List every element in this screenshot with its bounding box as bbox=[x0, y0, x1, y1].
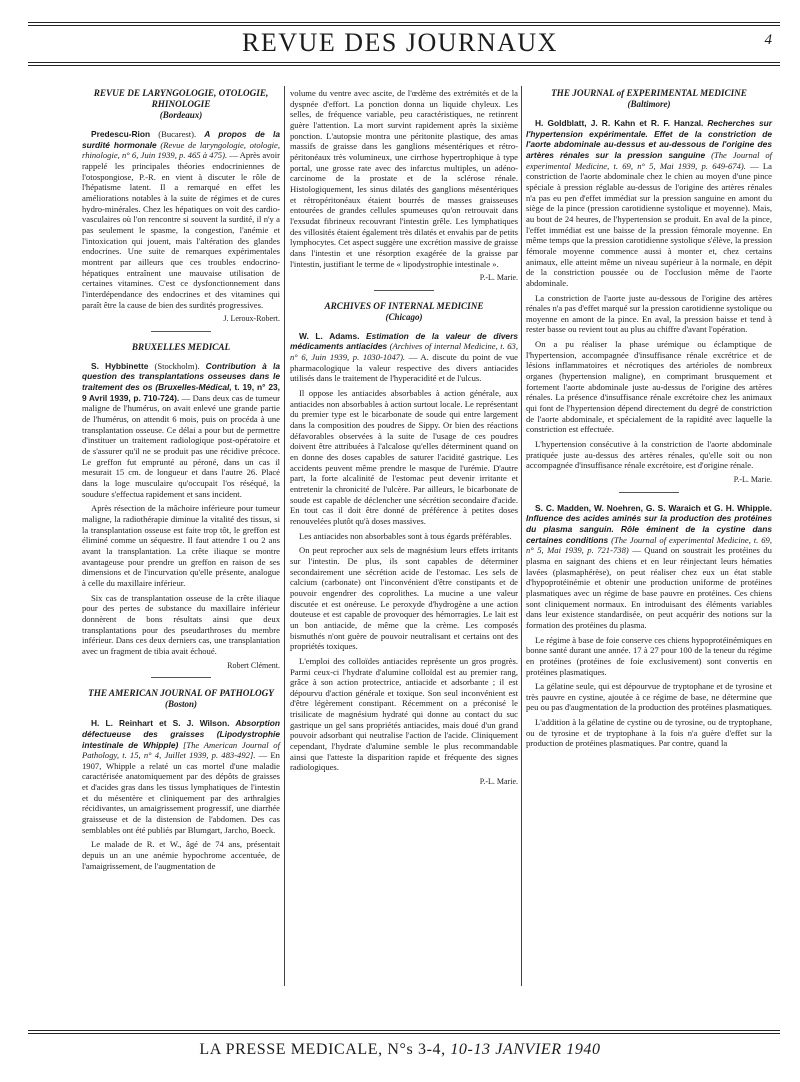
header-rule-top bbox=[28, 22, 780, 23]
article-paragraph: Le malade de R. et W., âgé de 74 ans, présentait depuis un an une anémie hypochrome accentuée, de l'amaigrissement, de l'augmentation de bbox=[82, 839, 280, 871]
header-rule-bottom-2 bbox=[28, 65, 780, 66]
separator bbox=[374, 290, 434, 291]
article-reference: (The Journal of experimental Medicine, t. 69, n° 5, Mai 1939, p. 649-674). bbox=[526, 149, 773, 171]
article-reference: [The American Journal of Pathology, t. 15, n° 4, Juillet 1939, p. 483-492]. bbox=[82, 739, 280, 761]
page-header-title: REVUE DES JOURNAUX bbox=[242, 28, 558, 57]
article-reference: (Archives of internal Medicine, t. 63, n° 6, Juin 1939, p. 1030-1047). bbox=[290, 341, 519, 363]
separator bbox=[151, 331, 211, 332]
signature: J. Leroux-Robert. bbox=[223, 314, 280, 324]
article-adams bbox=[290, 331, 518, 384]
separator bbox=[619, 492, 679, 493]
article-paragraph: L'hypertension consécutive à la constriction de l'aorte abdominale pratiquée juste au-dessus des artères rénales, qu'elle soit ou non accompagnée d'insuffisance rénale excrétoire, est d'origine rénale. bbox=[526, 439, 772, 471]
article-location: (Stockholm). bbox=[154, 360, 200, 371]
article-body: — La constriction de l'aorte abdominale chez le chien au moyen d'une pince spéciale à pression réglable au-dessus de l'origine des artères rénales n'a pas eu pen d'effet immédiat sur la pression sanguine en amont du siège de la pince (pression carotidienne systolique et moyenne). Mais, au bout de 24 heures, de l'hypertension se produit. En aval de la pince, l'effet immédiat est une baisse de la pression fémorale moyenne. En même temps que la pression carotidienne systolique s'élève, la pression fémorale moyenne commence aussi à monter et, chez certains animaux, elle atteint même un niveau supérieur à la normale, en dépit de la constriction poussée ou de l'occlusion même de l'aorte abdominale. bbox=[526, 160, 772, 288]
article-reference: (The Journal of experimental Medicine, t. 69, n° 5, Mai 1939, p. 721-738) bbox=[526, 534, 772, 556]
header-rule-top-2 bbox=[28, 25, 780, 26]
section-city-chicago: (Chicago) bbox=[385, 311, 423, 322]
article-paragraph: La constriction de l'aorte juste au-dessous de l'origine des artères rénales n'a pas d'effet marqué sur la pression carotidienne systolique ou moyenne en amont de la pince. En aval, la pression baisse et tend à rester basse ou revient tout au plus au chiffre d'avant l'opération. bbox=[526, 292, 772, 335]
signature: P.-L. Marie. bbox=[479, 777, 518, 787]
section-title-laryngologie: REVUE DE LARYNGOLOGIE, OTOLOGIE, RHINOLOGIE bbox=[93, 88, 269, 109]
article-author: S. Hybbinette bbox=[91, 360, 149, 371]
separator bbox=[151, 677, 211, 678]
footer-issue: N°s 3-4, bbox=[387, 1041, 446, 1058]
article-paragraph: Le régime à base de foie conserve ces chiens hypoprotéinémiques en bonne santé durant une année. 17 à 27 pour 100 de la teneur du régime en protéines (protéines de foie exclusivement) sont convertis en protéines plasmatiques. bbox=[526, 634, 772, 677]
signature: Robert Clément. bbox=[227, 660, 280, 670]
article-paragraph: La gélatine seule, qui est dépourvue de tryptophane et de tyrosine et très pauvre en cystine, ajoutée à ce régime de base, ne détermine que peu ou pas d'augmentation de la production des protéines plasmatiques. bbox=[526, 681, 772, 713]
article-paragraph: volume du ventre avec ascite, de l'œdème des extrémités et de la dyspnée d'effort. La ponction donna un liquide chyleux. Les selles, de fréquence variable, peu caractéristiques, ne retinrent guère l'attention. La mort survint rapidement après la sixième ponction. L'autopsie montra une péritonite plastique, des amas massifs de graisse dans les ganglions mésentériques et rétro-péritonéaux très volumineux, une cirrhose hypertrophique à type portal, une grosse rate avec des infarctus multiples, un adéno-carcinome de la prostate et de la sclérose rénale. Histologiquement, les sinus dilatés des ganglions mésentériques et rétropéritonéaux étaient bourrés de masses graisseuses entourées de grandes cellules spumeuses qu'on retrouvait dans l'exsudat fibrineux recouvrant l'intestin grêle. Les lymphatiques des villosités étaient également très dilatés et envahis par de petits lymphocytes. Cet aspect suggère une excrétion massive de graisse dans l'intestin et une résorption exagérée de la graisse par l'intestin, justifiant le terme de « lipodystrophie intestinale ». bbox=[290, 88, 518, 269]
article-reference: (Revue de laryngologie, otologie, rhinologie, n° 6, Juin 1939, p. 465 à 475). bbox=[82, 139, 280, 161]
article-paragraph: L'addition à la gélatine de cystine ou de tyrosine, ou de tryptophane, ou de tyrosine et de tryptophane à la fois n'a guère d'effet sur la production de protéines plasmatiques. Par contre, quand la bbox=[526, 717, 772, 749]
article-body: — En 1907, Whipple a relaté un cas mortel d'une maladie caractérisée anatomiquement par des dépôts de graisses et d'acides gras dans les tissus lymphatiques de l'intestin et du mésentère et cliniquement par des arthralgies récidivantes, un amaigrissement progressif, une diarrhée graisseuse et de la distension de l'abdomen. Des cas semblables ont été publiés par Blumgart, Jarcho, Boeck. bbox=[82, 750, 280, 835]
section-title-archives: ARCHIVES OF INTERNAL MEDICINE bbox=[324, 300, 484, 311]
signature: P.-L. Marie. bbox=[733, 475, 772, 484]
article-paragraph: L'emploi des colloïdes antiacides représente un gros progrès. Parmi ceux-ci l'hydrate d'alumine colloïdal est au premier rang, grâce à son action protectrice, antiacide et adsorbante ; il est dépourvu d'action générale et toxique. Son seul inconvénient est d'être légèrement constipant. Récemment on a préconisé le trisilicate de magnésium hydraté qui donne au contact du suc gastrique un gel sans propriétés antiacides, mais doué d'un grand pouvoir adsorbant qui neutralise l'action de l'acide. Cliniquement cependant, l'hydrate d'alumine semble le plus recommandable ainsi que l'atteste la disparition rapide et fréquente des signes radiologiques. bbox=[290, 655, 518, 773]
article-author: W. L. Adams. bbox=[299, 330, 360, 341]
article-title: Absorption défectueuse des graisses (Lipodystrophie intestinale de Whipple) bbox=[82, 718, 280, 750]
article-hybbinette bbox=[82, 361, 280, 500]
section-title-exp-medicine: THE JOURNAL of EXPERIMENTAL MEDICINE bbox=[551, 88, 747, 98]
page-footer bbox=[0, 1040, 800, 1060]
article-body: — A. discute du point de vue pharmacologique la valeur respective des divers antiacides utilisés dans le traitement de l'hyperacidité et de l'ulcus. bbox=[290, 352, 518, 384]
article-paragraph: Les antiacides non absorbables sont à tous égards préférables. bbox=[299, 530, 512, 541]
section-city-boston: (Boston) bbox=[164, 699, 197, 710]
article-author: H. L. Reinhart et S. J. Wilson. bbox=[91, 718, 230, 729]
signature: P.-L. Marie. bbox=[479, 273, 518, 283]
article-title: A propos de la surdité hormonale bbox=[82, 129, 280, 150]
section-city-bordeaux: (Bordeaux) bbox=[159, 110, 203, 120]
footer-journal: LA PRESSE MEDICALE, bbox=[199, 1041, 383, 1058]
section-title-bruxelles: BRUXELLES MEDICAL bbox=[131, 341, 231, 352]
column-divider-1 bbox=[284, 86, 285, 986]
article-paragraph: Six cas de transplantation osseuse de la crête iliaque pour des pertes de substance du maxillaire inférieur donnèrent de bons résultats ainsi que deux transplantations pour des pseudarthroses du membre inférieur. Dans ces deux derniers cas, une transplantation avec un fragment de tibia avait échoué. bbox=[82, 592, 280, 656]
article-location: (Bucarest). bbox=[158, 129, 197, 139]
article-body: — Dans deux cas de tumeur maligne de l'humérus, on avait enlevé une grande partie de l'humérus, on attendit 6 mois, puis on procéda à une transplantation osseuse. Ce délai a pour but de permettre d'instituer un traitement radiologique post-opératoire et de s'assurer qu'il ne se produit pas une récidive précoce. Le greffon fut emprunté au péroné, dans un cas il mesurait 15 cm. de longueur et dans l'autre 26. Placé dans la loge musculaire qu'occupait l'os réséqué, la soudure s'effectua rapidement et sans incident. bbox=[82, 392, 280, 499]
article-predescu bbox=[82, 129, 280, 310]
article-paragraph: On a pu réaliser la phase urémique ou éclamptique de l'hypertension, accompagnée d'insuffisance rénale excrétrice et de lésions inflammatoires et nécrotiques des artérioles de nombreux organes (hypertension maligne), en comprimant brusquement et fortement l'aorte abdominale juste au-dessus de l'origine des artères rénales. La présence d'insuffisance rénale excrétoire chez les animaux qui font de l'hypertension dépend directement du degré de constriction de l'aorte abdominale, et spécialement de la rapidité avec laquelle la constriction est effectuée. bbox=[526, 339, 772, 435]
article-paragraph: Après résection de la mâchoire inférieure pour tumeur maligne, la radiothérapie diminue la vitalité des tissus, si la transplantation osseuse est faite trop tôt, le greffon est éliminé comme un séquestre. Il faut attendre 1 ou 2 ans avant la transplantation. La crête iliaque se montre avantageuse pour prendre un greffon en raison de ses dimensions et de l'incurvation qu'elle présente, analogue à celle du maxillaire inférieur. bbox=[82, 503, 280, 588]
page-number: 4 bbox=[764, 32, 772, 48]
column-divider-2 bbox=[521, 86, 522, 986]
section-title-pathology: THE AMERICAN JOURNAL OF PATHOLOGY bbox=[88, 688, 274, 699]
article-body: — Quand on soustrait les protéines du plasma en saignant des chiens et en leur réinjectant leurs hématies lavées (plasmaphérèse), on peut réaliser chez eux un état stable d'hypoprotéinémie et obtenir une production uniforme de protéines plasmatiques avec un régime de base pauvre en protéines. Ces chiens sont cliniquement normaux. En introduisant des éléments variables dans leur existence standardisée, on peut acquérir des notions sur la formation des protéines du plasma. bbox=[526, 545, 772, 630]
column-1 bbox=[82, 88, 280, 875]
footer-rule bbox=[28, 1030, 780, 1031]
article-goldblatt bbox=[526, 118, 772, 289]
footer-date: 10-13 JANVIER 1940 bbox=[450, 1041, 601, 1058]
article-author: H. Goldblatt, J. R. Kahn et R. F. Hanzal. bbox=[535, 118, 704, 128]
article-madden bbox=[526, 503, 772, 631]
article-body: — Après avoir rappelé les principales théories endocriniennes de l'otospongiose, P.-R. en vient à discuter le rôle de l'hépatisme latent. Il a remarqué en effet les améliorations notables à la suite de régimes et de cures hydro-minérales. Chez les hépatiques on voit des cardio-vasculaires où l'on rencontre si souvent la surdité, il n'y a pas seulement le spasme, la congestion, l'anémie et l'intoxication qui jouent, mais l'altération des glandes endocrines. Une suite de remarques expérimentales montrent par ailleurs que ces troubles endocrino-hépatiques entraînent une mauvaise utilisation de certaines vitamines. C'est ce dysfonctionnement dans l'interdépendance des endocrines et des vitamines qui paraît être la cause de bien des surdités progressives. bbox=[82, 150, 280, 310]
article-title: Recherches sur l'hypertension expérimentale. Effet de la constriction de l'aorte abdominale au-dessus et au-dessous de l'origine des artères rénales sur la pression sanguine bbox=[526, 118, 772, 160]
article-reinhart bbox=[82, 718, 280, 835]
column-2 bbox=[290, 88, 518, 792]
header-rule-bottom bbox=[28, 62, 780, 63]
article-reference: t. 19, n° 23, 9 Avril 1939, p. 710-724). bbox=[82, 382, 280, 403]
column-3 bbox=[526, 88, 772, 753]
section-city-baltimore: (Baltimore) bbox=[627, 99, 671, 109]
article-title: Influence des acides aminés sur la production des protéines du plasma sanguin. Rôle éminent de la cystine dans certaines conditions bbox=[526, 513, 772, 545]
article-author: S. C. Madden, W. Noehren, G. S. Waraich et G. H. Whipple. bbox=[535, 502, 772, 513]
article-title: Contribution à la question des transplantations osseuses dans le traitement des os (Bruxelles-Médical, bbox=[82, 360, 281, 393]
article-title: Estimation de la valeur de divers médicaments antiacides bbox=[290, 330, 519, 352]
article-author: Predescu-Rion bbox=[91, 129, 151, 139]
footer-rule-2 bbox=[28, 1033, 780, 1034]
article-paragraph: Il oppose les antiacides absorbables à action générale, aux antiacides non absorbables à action surtout locale. Le représentant du premier type est le bicarbonate de soude qui entre largement dans la composition des poudres de Sippy. Or bien des réactions défavorables observées à la suite de l'usage de ces poudres doivent être attribuées à l'alcalose qu'elles déterminent quand on en donne des doses capables de saturer l'acidité gastrique. Les accidents peuvent même prendre le masque de l'urémie. D'autre part, la forte alcalinité de l'estomac peut devenir irritante et entretenir la chronicité de l'ulcère. Par ailleurs, le bicarbonate de soude est capable de déclencher une sécrétion secondaire d'acide. En tout cas il doit être donné de préférence à petites doses renouvelées plutôt qu'à doses massives. bbox=[290, 388, 518, 526]
article-paragraph: On peut reprocher aux sels de magnésium leurs effets irritants sur l'intestin. De plus, ils sont capables de déterminer secondairement une sécrétion acide de l'estomac. Les sels de calcium (carbonate) ont l'inconvénient d'être constipants et de pouvoir engendrer des coprolithes. La mucine a une valeur discutée et est onéreuse. Le peroxyde d'hydrogène a une action douteuse et est capable de provoquer des hémorragies. Le lait est un bon antiacide, de même que la crème. Les composés bismuthés n'ont guère de pouvoir neutralisant et certains ont des propriétés toxiques. bbox=[290, 545, 518, 652]
